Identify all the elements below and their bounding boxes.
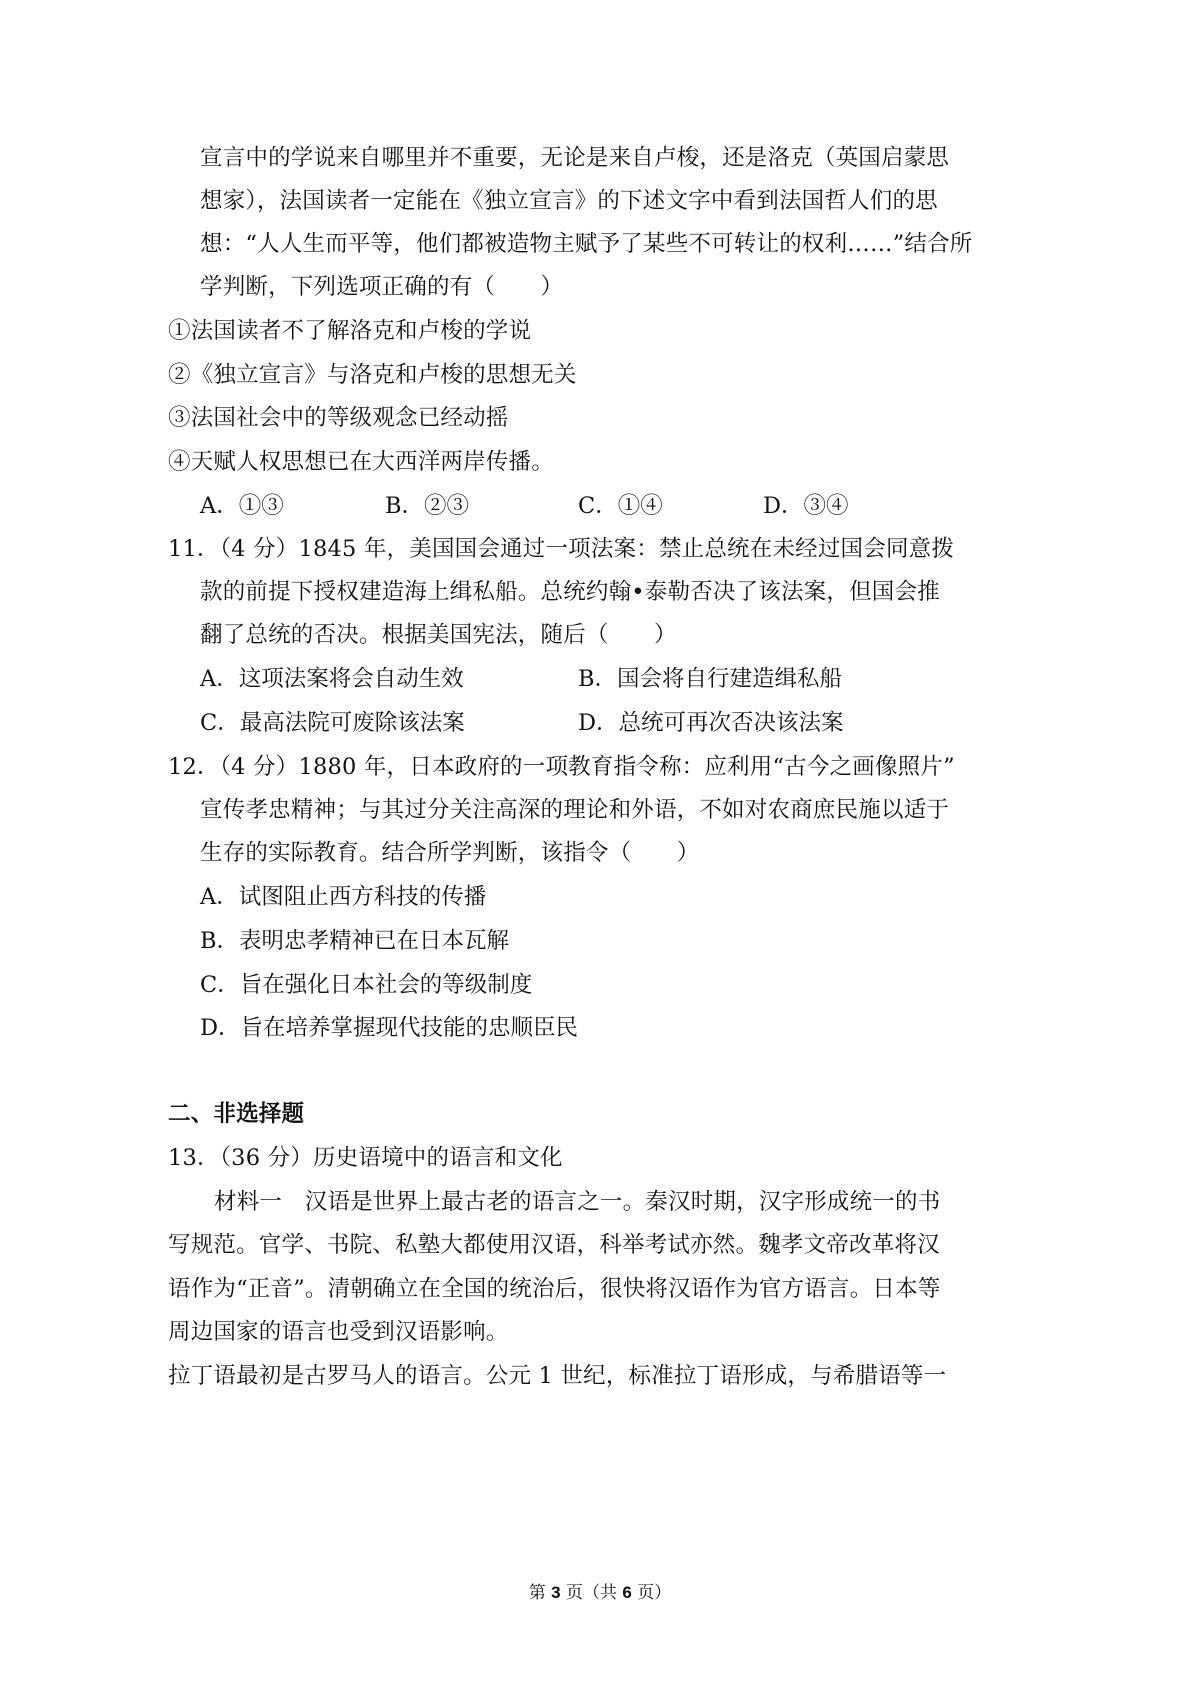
material1-line-2: 写规范。官学、书院、私塾大都使用汉语，科举考试亦然。魏孝文帝改革将汉 (168, 1232, 940, 1258)
q10-stem-line-4: 学判断，下列选项正确的有（ ） (200, 274, 564, 300)
q11-stem-line-1: 11．（4 分）1845 年，美国国会通过一项法案：禁止总统在未经过国会同意拨 (168, 536, 955, 562)
material1-line-3: 语作为“正音”。清朝确立在全国的统治后，很快将汉语作为官方语言。日本等 (168, 1276, 941, 1302)
q11-stem-line-2: 款的前提下授权建造海上缉私船。总统约翰•泰勒否决了该法案，但国会推 (200, 579, 940, 605)
q12-option-b: B．表明忠孝精神已在日本瓦解 (200, 928, 510, 954)
q10-option-c: C．①④ (578, 493, 663, 519)
material1-line-1: 材料一 汉语是世界上最古老的语言之一。秦汉时期，汉字形成统一的书 (214, 1189, 941, 1215)
q12-stem-line-1: 12．（4 分）1880 年，日本政府的一项教育指令称：应利用“古今之画像照片” (168, 754, 955, 780)
q10-stem-line-2: 想家），法国读者一定能在《独立宣言》的下述文字中看到法国哲人们的思 (200, 188, 938, 214)
footer-prefix: 第 (528, 1583, 552, 1603)
page-footer (0, 1582, 1200, 1604)
material1-line-4: 周边国家的语言也受到汉语影响。 (168, 1319, 509, 1345)
footer-page-number: 3 (551, 1583, 561, 1602)
q12-option-c: C．旨在强化日本社会的等级制度 (200, 972, 533, 998)
q10-item-4: ④天赋人权思想已在大西洋两岸传播。 (168, 449, 554, 475)
q11-stem-line-3: 翻了总统的否决。根据美国宪法，随后（ ） (200, 622, 677, 648)
q10-stem-line-1: 宣言中的学说来自哪里并不重要，无论是来自卢梭，还是洛克（英国启蒙思 (200, 145, 950, 171)
section-heading: 二、非选择题 (168, 1101, 305, 1127)
material1-line-5: 拉丁语最初是古罗马人的语言。公元 1 世纪，标准拉丁语形成，与希腊语等一 (168, 1363, 947, 1389)
footer-middle: 页（共 (560, 1583, 623, 1603)
q11-option-b: B．国会将自行建造缉私船 (578, 666, 843, 692)
q12-option-d: D．旨在培养掌握现代技能的忠顺臣民 (200, 1015, 579, 1041)
q13-title: 13．（36 分）历史语境中的语言和文化 (168, 1145, 563, 1171)
q10-item-2: ②《独立宣言》与洛克和卢梭的思想无关 (168, 362, 577, 388)
q11-option-c: C．最高法院可废除该法案 (200, 710, 465, 736)
q12-stem-line-3: 生存的实际教育。结合所学判断，该指令（ ） (200, 840, 700, 866)
q11-option-d: D．总统可再次否决该法案 (578, 710, 844, 736)
q12-stem-line-2: 宣传孝忠精神；与其过分关注高深的理论和外语，不如对农商庶民施以适于 (200, 797, 950, 823)
q12-option-a: A．试图阻止西方科技的传播 (200, 884, 487, 910)
q10-stem-line-3: 想：“人人生而平等，他们都被造物主赋予了某些不可转让的权利……”结合所 (200, 231, 973, 257)
q10-option-d: D．③④ (763, 493, 849, 519)
q10-option-b: B．②③ (385, 493, 470, 519)
q10-option-a: A．①③ (200, 493, 284, 519)
q10-item-1: ①法国读者不了解洛克和卢梭的学说 (168, 318, 532, 344)
q11-option-a: A．这项法案将会自动生效 (200, 666, 464, 692)
footer-total-pages: 6 (622, 1583, 632, 1602)
footer-suffix: 页） (631, 1583, 672, 1603)
q10-item-3: ③法国社会中的等级观念已经动摇 (168, 405, 509, 431)
